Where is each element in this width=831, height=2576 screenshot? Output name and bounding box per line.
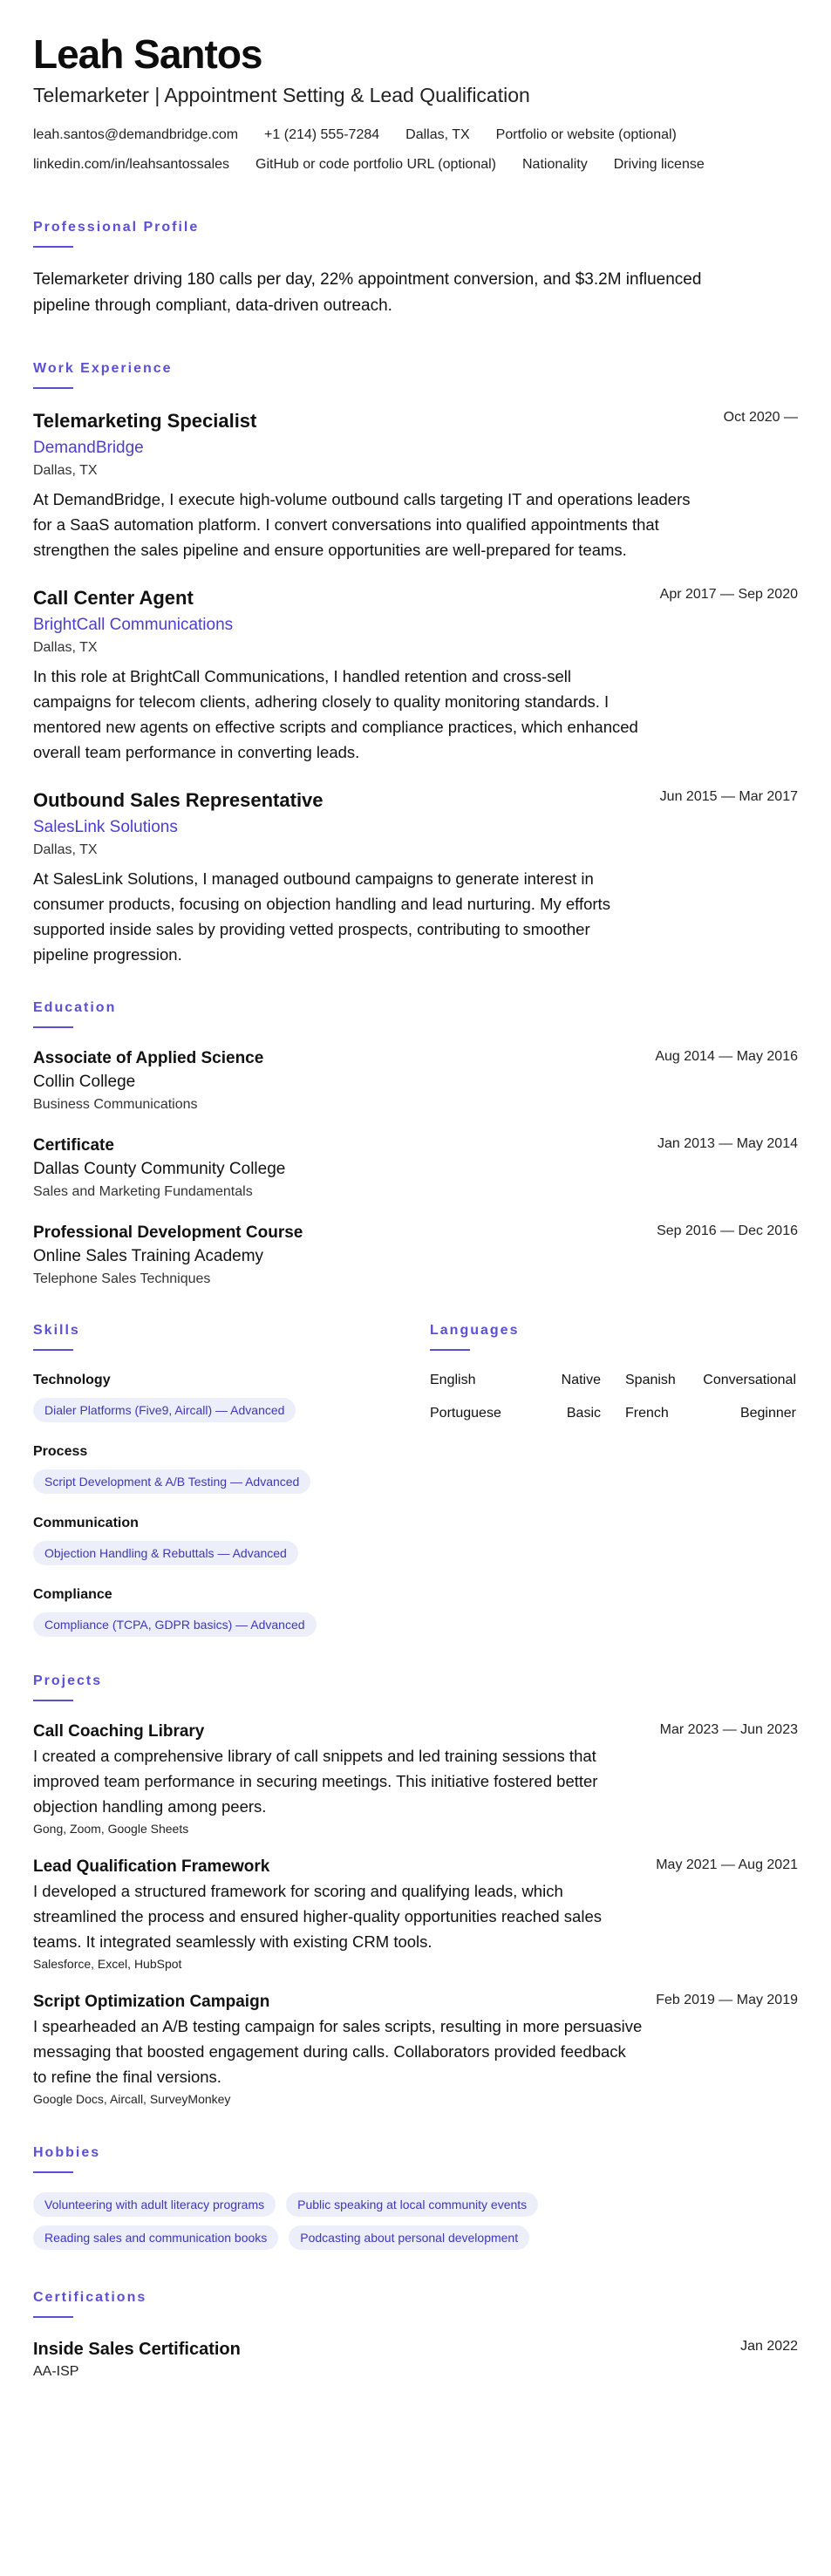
section-divider xyxy=(33,246,73,248)
project-dates: Feb 2019 — May 2019 xyxy=(656,1993,798,2007)
languages-list xyxy=(430,1370,796,1424)
experience-entry xyxy=(33,585,798,765)
project-tools: Gong, Zoom, Google Sheets xyxy=(33,1822,189,1836)
language-item xyxy=(625,1403,796,1424)
experience-section xyxy=(33,361,798,967)
contact-driving-license: Driving license xyxy=(613,157,705,172)
hobby-chip: Podcasting about personal development xyxy=(289,2225,529,2250)
project-title: Lead Qualification Framework xyxy=(33,1857,270,1876)
section-divider xyxy=(33,2316,73,2318)
job-description: At SalesLink Solutions, I managed outbound campaigns to generate interest in consumer products, focusing on objection handling and lead nurturing. My efforts supported inside sales by providing vetted prospects, contributing to smoother pipeline progression. xyxy=(33,869,610,964)
project-tools: Salesforce, Excel, HubSpot xyxy=(33,1957,182,1971)
section-divider xyxy=(33,387,73,389)
project-dates: Mar 2023 — Jun 2023 xyxy=(659,1722,798,1737)
hobby-chip: Public speaking at local community events xyxy=(286,2192,538,2217)
contact-location: Dallas, TX xyxy=(405,127,470,142)
hobby-chip: Volunteering with adult literacy programs xyxy=(33,2192,276,2217)
field-of-study: Sales and Marketing Fundamentals xyxy=(33,1184,253,1199)
degree-title: Associate of Applied Science xyxy=(33,1049,264,1067)
company-name: DemandBridge xyxy=(33,439,144,457)
project-description: I spearheaded an A/B testing campaign for sales scripts, resulting in more persuasive messaging that boosted engagement during calls. Collaborators provided feedback to refine the final versions. xyxy=(33,2017,643,2086)
education-dates: Aug 2014 — May 2016 xyxy=(655,1049,798,1064)
certification-title: Inside Sales Certification xyxy=(33,2340,241,2359)
job-description: At DemandBridge, I execute high-volume outbound calls targeting IT and operations leaders for a SaaS automation platform. I convert conversations into qualified appointments that strengthen the sales pipeline and ensure opportunities are well-prepared for teams. xyxy=(33,490,691,559)
languages-section xyxy=(430,1323,796,1656)
education-entry xyxy=(33,1135,798,1203)
profile-section xyxy=(33,220,798,319)
section-divider xyxy=(33,1026,73,1028)
skill-category: Compliance xyxy=(33,1587,112,1602)
hobby-chip: Reading sales and communication books xyxy=(33,2225,278,2250)
project-description: I created a comprehensive library of call snippets and led training sessions that improved team performance in securing meetings. This initiative fostered better objection handling among peers. xyxy=(33,1747,598,1816)
experience-entry xyxy=(33,787,798,967)
language-level: Native xyxy=(561,1373,601,1387)
skill-chip: Compliance (TCPA, GDPR basics) — Advanced xyxy=(33,1612,317,1637)
job-title: Telemarketing Specialist xyxy=(33,410,257,432)
candidate-name: Leah Santos xyxy=(33,31,262,77)
skill-chip: Dialer Platforms (Five9, Aircall) — Advanced xyxy=(33,1398,296,1422)
experience-entry xyxy=(33,408,798,562)
job-title: Call Center Agent xyxy=(33,587,194,609)
language-level: Conversational xyxy=(703,1373,796,1387)
education-dates: Sep 2016 — Dec 2016 xyxy=(657,1223,798,1238)
education-entry xyxy=(33,1047,798,1115)
degree-title: Professional Development Course xyxy=(33,1223,303,1242)
section-divider xyxy=(33,1349,73,1351)
section-title-projects: Projects xyxy=(33,1673,103,1688)
skill-chip: Script Development & A/B Testing — Advanced xyxy=(33,1469,310,1494)
job-location: Dallas, TX xyxy=(33,463,98,478)
experience-dates: Jun 2015 — Mar 2017 xyxy=(659,789,798,804)
section-title-languages: Languages xyxy=(430,1323,520,1338)
job-title: Outbound Sales Representative xyxy=(33,789,324,811)
contact-nationality: Nationality xyxy=(522,157,588,172)
contact-list xyxy=(33,120,798,180)
project-entry xyxy=(33,1856,798,1973)
section-divider xyxy=(33,1700,73,1701)
project-title: Call Coaching Library xyxy=(33,1722,205,1741)
skills-section xyxy=(33,1323,430,1656)
education-dates: Jan 2013 — May 2014 xyxy=(657,1136,798,1151)
project-tools: Google Docs, Aircall, SurveyMonkey xyxy=(33,2092,231,2106)
section-title-hobbies: Hobbies xyxy=(33,2145,101,2160)
project-entry xyxy=(33,1721,798,1838)
hobbies-section xyxy=(33,2145,798,2250)
section-title-experience: Work Experience xyxy=(33,361,173,376)
field-of-study: Business Communications xyxy=(33,1097,198,1112)
contact-portfolio[interactable]: Portfolio or website (optional) xyxy=(495,127,677,142)
skill-category: Process xyxy=(33,1444,88,1459)
project-dates: May 2021 — Aug 2021 xyxy=(656,1857,798,1872)
company-name: SalesLink Solutions xyxy=(33,818,178,836)
certification-entry xyxy=(33,2337,798,2382)
language-name: French xyxy=(625,1406,669,1421)
section-title-certifications: Certifications xyxy=(33,2290,147,2305)
experience-dates: Oct 2020 — xyxy=(723,410,798,425)
section-title-skills: Skills xyxy=(33,1323,80,1338)
section-title-education: Education xyxy=(33,1000,117,1015)
section-divider xyxy=(33,2171,73,2173)
certification-date: Jan 2022 xyxy=(740,2339,798,2354)
contact-linkedin[interactable]: linkedin.com/in/leahsantossales xyxy=(33,157,230,172)
language-item xyxy=(625,1370,796,1391)
experience-dates: Apr 2017 — Sep 2020 xyxy=(659,587,798,602)
field-of-study: Telephone Sales Techniques xyxy=(33,1271,211,1286)
language-item xyxy=(430,1370,601,1391)
company-name: BrightCall Communications xyxy=(33,616,234,634)
project-description: I developed a structured framework for scoring and qualifying leads, which streamlined the process and ensured higher-quality opportunities reached sales teams. It integrated seamlessly with existing CRM tools. xyxy=(33,1882,602,1951)
skill-category: Communication xyxy=(33,1516,139,1530)
skill-chip: Objection Handling & Rebuttals — Advanced xyxy=(33,1541,298,1565)
section-divider xyxy=(430,1349,470,1351)
school-name: Collin College xyxy=(33,1073,136,1091)
language-name: Portuguese xyxy=(430,1406,501,1421)
certifications-section xyxy=(33,2290,798,2382)
job-location: Dallas, TX xyxy=(33,640,98,655)
contact-github[interactable]: GitHub or code portfolio URL (optional) xyxy=(255,157,496,172)
skill-category: Technology xyxy=(33,1373,111,1387)
skills-languages-row xyxy=(33,1323,798,1656)
profile-summary: Telemarketer driving 180 calls per day, 22% appointment conversion, and $3.2M influenced pipeline through compliant, data-driven outreach. xyxy=(33,270,702,315)
job-description: In this role at BrightCall Communications, I handled retention and cross-sell campaigns for telecom clients, adhering closely to quality monitoring standards. I mentored new agents on effective scripts and compliance practices, which enhanced overall team performance in converting leads. xyxy=(33,667,638,761)
education-entry xyxy=(33,1222,798,1290)
section-title-profile: Professional Profile xyxy=(33,220,200,235)
contact-email[interactable]: leah.santos@demandbridge.com xyxy=(33,127,239,142)
school-name: Online Sales Training Academy xyxy=(33,1247,264,1265)
certification-issuer: AA-ISP xyxy=(33,2364,79,2379)
projects-section xyxy=(33,1673,798,2109)
education-section xyxy=(33,1000,798,1290)
project-entry xyxy=(33,1991,798,2109)
degree-title: Certificate xyxy=(33,1136,114,1155)
language-name: English xyxy=(430,1373,476,1387)
candidate-title: Telemarketer | Appointment Setting & Lead Qualification xyxy=(33,84,530,106)
language-item xyxy=(430,1403,601,1424)
school-name: Dallas County Community College xyxy=(33,1160,286,1178)
job-location: Dallas, TX xyxy=(33,842,98,857)
language-name: Spanish xyxy=(625,1373,676,1387)
language-level: Basic xyxy=(566,1406,601,1421)
language-level: Beginner xyxy=(739,1406,796,1421)
project-title: Script Optimization Campaign xyxy=(33,1993,270,2011)
hobbies-list xyxy=(33,2192,644,2250)
contact-phone[interactable]: +1 (214) 555-7284 xyxy=(264,127,380,142)
